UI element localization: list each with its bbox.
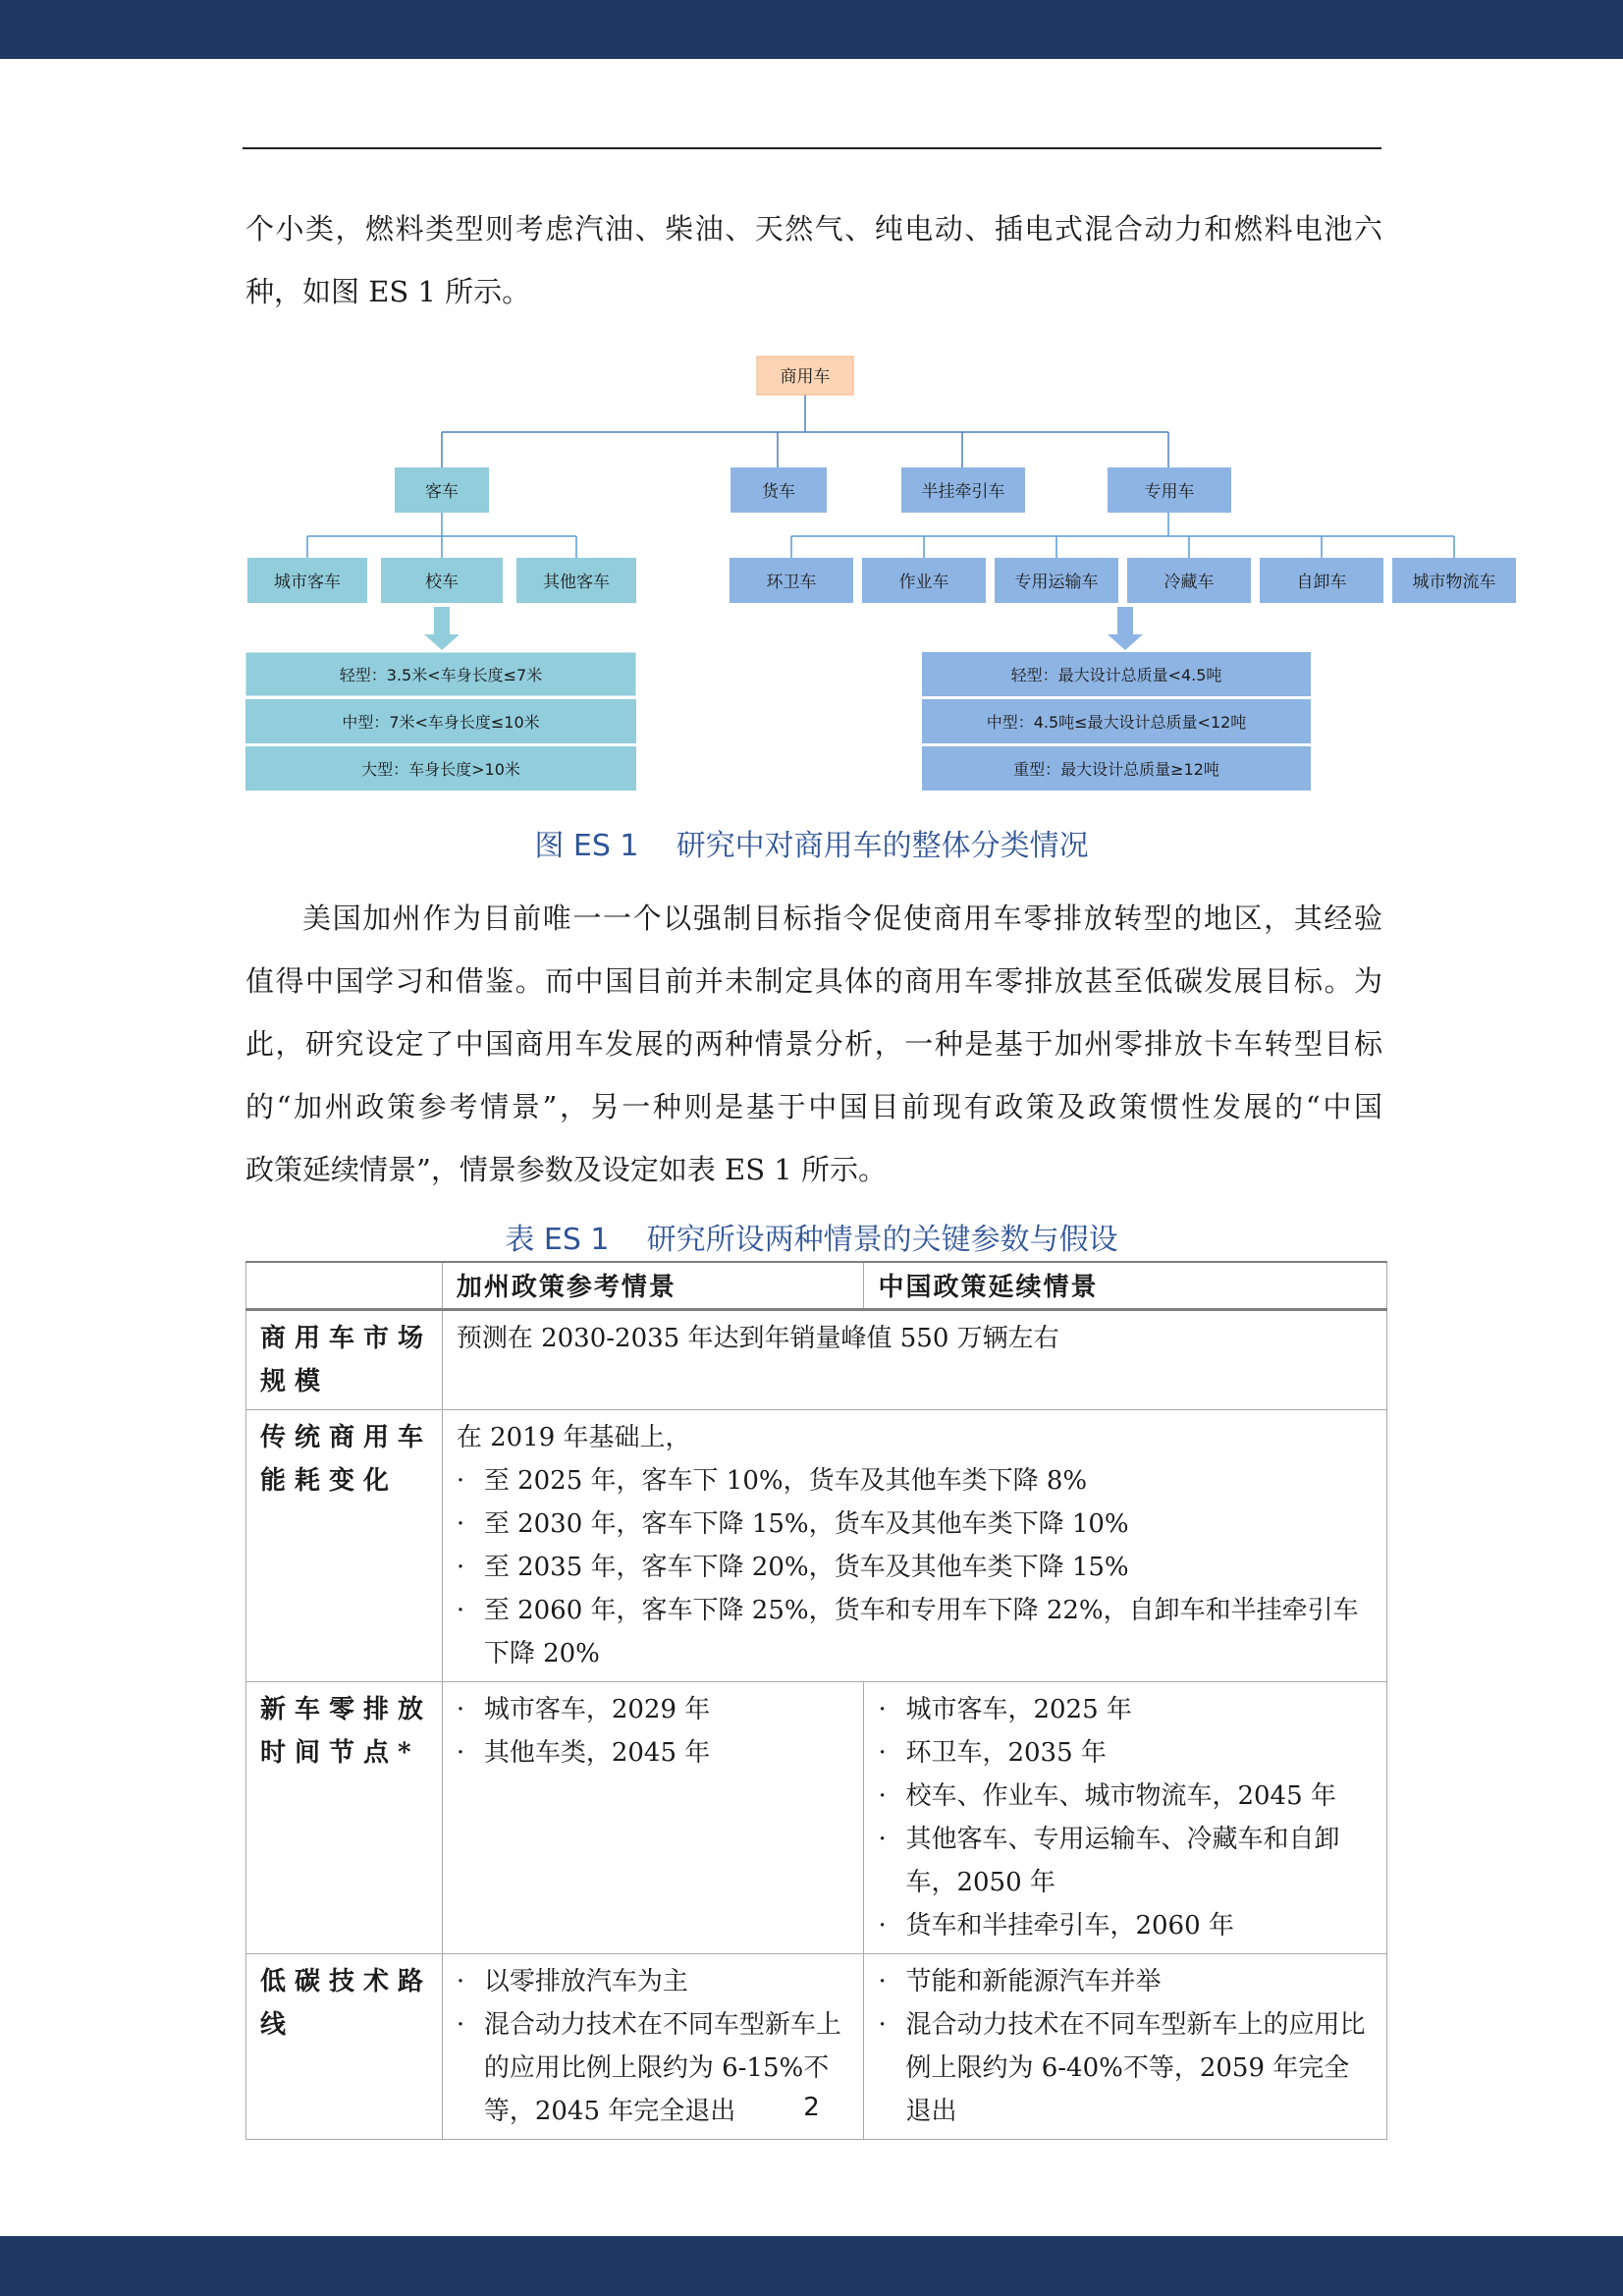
- energy-intro: 在 2019 年基础上，: [456, 1422, 691, 1452]
- table-header-row: [246, 1262, 1387, 1309]
- energy-list: [457, 1459, 1375, 1675]
- top-header-band: [0, 0, 1623, 59]
- list-item: · 至 2060 年，客车下降 25%，货车和专用车下降 22%，自卸车和半挂牵引车下降 20%: [457, 1589, 1375, 1675]
- zero-emission-china-cell: [864, 1681, 1387, 1953]
- list-item: · 货车和半挂牵引车，2060 年: [878, 1904, 1375, 1947]
- list-item: · 城市客车，2025 年: [878, 1688, 1375, 1731]
- table-row: [246, 1309, 1387, 1409]
- header-cell-empty: [246, 1262, 443, 1309]
- header-cell-california: 加州政策参考情景: [442, 1262, 864, 1309]
- list-item: · 以零排放汽车为主: [457, 1960, 852, 2003]
- row-label-tech-route: 低碳技术路线: [246, 1953, 443, 2139]
- text-line: 此，研究设定了中国商用车发展的两种情景分析，一种是基于加州零排放卡车转型目标: [245, 1027, 1382, 1061]
- figure-caption: 图 ES 1 研究中对商用车的整体分类情况: [534, 829, 1089, 863]
- vehicle-classification-chart: [0, 334, 1623, 805]
- scenario-parameters-table: [245, 1261, 1387, 2140]
- paragraph-intro: [245, 197, 1382, 323]
- dump-truck-label: 自卸车: [1296, 573, 1347, 592]
- page-number: 2: [803, 2093, 820, 2122]
- special-vehicle-label: 专用车: [1144, 482, 1195, 502]
- school-bus-label: 校车: [425, 573, 459, 592]
- zero-emission-california-list: [457, 1688, 852, 1775]
- list-item: · 环卫车，2035 年: [878, 1731, 1375, 1775]
- other-bus-label: 其他客车: [543, 573, 610, 592]
- down-arrow-icon: [424, 607, 460, 650]
- row-label-energy-change: 传统商用车能耗变化: [246, 1409, 443, 1681]
- bus-label: 客车: [425, 482, 459, 502]
- list-item: · 至 2035 年，客车下降 20%，货车及其他车类下降 15%: [457, 1546, 1375, 1589]
- bus-size-large-label: 大型：车身长度>10米: [361, 760, 520, 779]
- table-row: [246, 1409, 1387, 1681]
- market-size-cell: 预测在 2030-2035 年达到年销量峰值 550 万辆左右: [442, 1309, 1386, 1409]
- list-item: · 至 2030 年，客车下降 15%，货车及其他车类下降 10%: [457, 1503, 1375, 1546]
- bottom-footer-band: [0, 2236, 1623, 2296]
- text-line: 个小类，燃料类型则考虑汽油、柴油、天然气、纯电动、插电式混合动力和燃料电池六: [245, 212, 1382, 246]
- sanitation-truck-label: 环卫车: [766, 573, 817, 592]
- text-line: 种，如图 ES 1 所示。: [245, 275, 531, 308]
- truck-size-medium-label: 中型：4.5吨≤最大设计总质量<12吨: [986, 713, 1247, 732]
- zero-emission-china-list: [878, 1688, 1375, 1947]
- semi-trailer-label: 半挂牵引车: [921, 482, 1005, 502]
- list-item: · 节能和新能源汽车并举: [878, 1960, 1375, 2003]
- list-item: · 其他客车、专用运输车、冷藏车和自卸车，2050 年: [878, 1818, 1375, 1904]
- header-rule: [243, 147, 1381, 149]
- refrigerated-truck-label: 冷藏车: [1163, 573, 1215, 592]
- root-label: 商用车: [780, 367, 831, 387]
- list-item: · 城市客车，2029 年: [457, 1688, 852, 1731]
- text-line: 美国加州作为目前唯一一个以强制目标指令促使商用车零排放转型的地区，其经验: [302, 902, 1382, 935]
- bus-size-light-label: 轻型：3.5米<车身长度≤7米: [339, 666, 543, 684]
- bus-size-medium-label: 中型：7米<车身长度≤10米: [342, 713, 540, 732]
- work-vehicle-label: 作业车: [898, 573, 949, 592]
- table-row: [246, 1681, 1387, 1953]
- down-arrow-icon: [1108, 607, 1143, 650]
- list-item: · 至 2025 年，客车下 10%，货车及其他车类下降 8%: [457, 1459, 1375, 1503]
- text-line: 值得中国学习和借鉴。而中国目前并未制定具体的商用车零排放甚至低碳发展目标。为: [245, 964, 1382, 998]
- list-item: · 其他车类，2045 年: [457, 1731, 852, 1775]
- list-item: · 混合动力技术在不同车型新车上的应用比例上限约为 6-40%不等，2059 年完全退出: [878, 2003, 1375, 2133]
- list-item: · 校车、作业车、城市物流车，2045 年: [878, 1775, 1375, 1818]
- truck-label: 货车: [762, 482, 795, 502]
- text-line: 的“加州政策参考情景”，另一种则是基于中国目前现有政策及政策惯性发展的“中国: [245, 1090, 1382, 1123]
- special-transport-label: 专用运输车: [1014, 573, 1099, 592]
- row-label-market-size: 商用车市场规模: [246, 1309, 443, 1409]
- table-caption: 表 ES 1 研究所设两种情景的关键参数与假设: [505, 1223, 1118, 1257]
- header-cell-china: 中国政策延续情景: [864, 1262, 1387, 1309]
- text-line: 政策延续情景”，情景参数及设定如表 ES 1 所示。: [245, 1153, 887, 1186]
- zero-emission-california-cell: [442, 1681, 864, 1953]
- energy-change-cell: [442, 1409, 1386, 1681]
- paragraph-scenarios: [245, 887, 1382, 1201]
- city-logistics-label: 城市物流车: [1412, 573, 1496, 592]
- row-label-zero-emission: 新车零排放时间节点*: [246, 1681, 443, 1953]
- city-bus-label: 城市客车: [274, 573, 341, 592]
- truck-size-light-label: 轻型：最大设计总质量<4.5吨: [1010, 666, 1222, 684]
- truck-size-heavy-label: 重型：最大设计总质量≥12吨: [1013, 760, 1219, 779]
- list-item: · 混合动力技术在不同车型新车上的应用比例上限约为 6-15%不等，2045 年完全退出: [457, 2003, 852, 2133]
